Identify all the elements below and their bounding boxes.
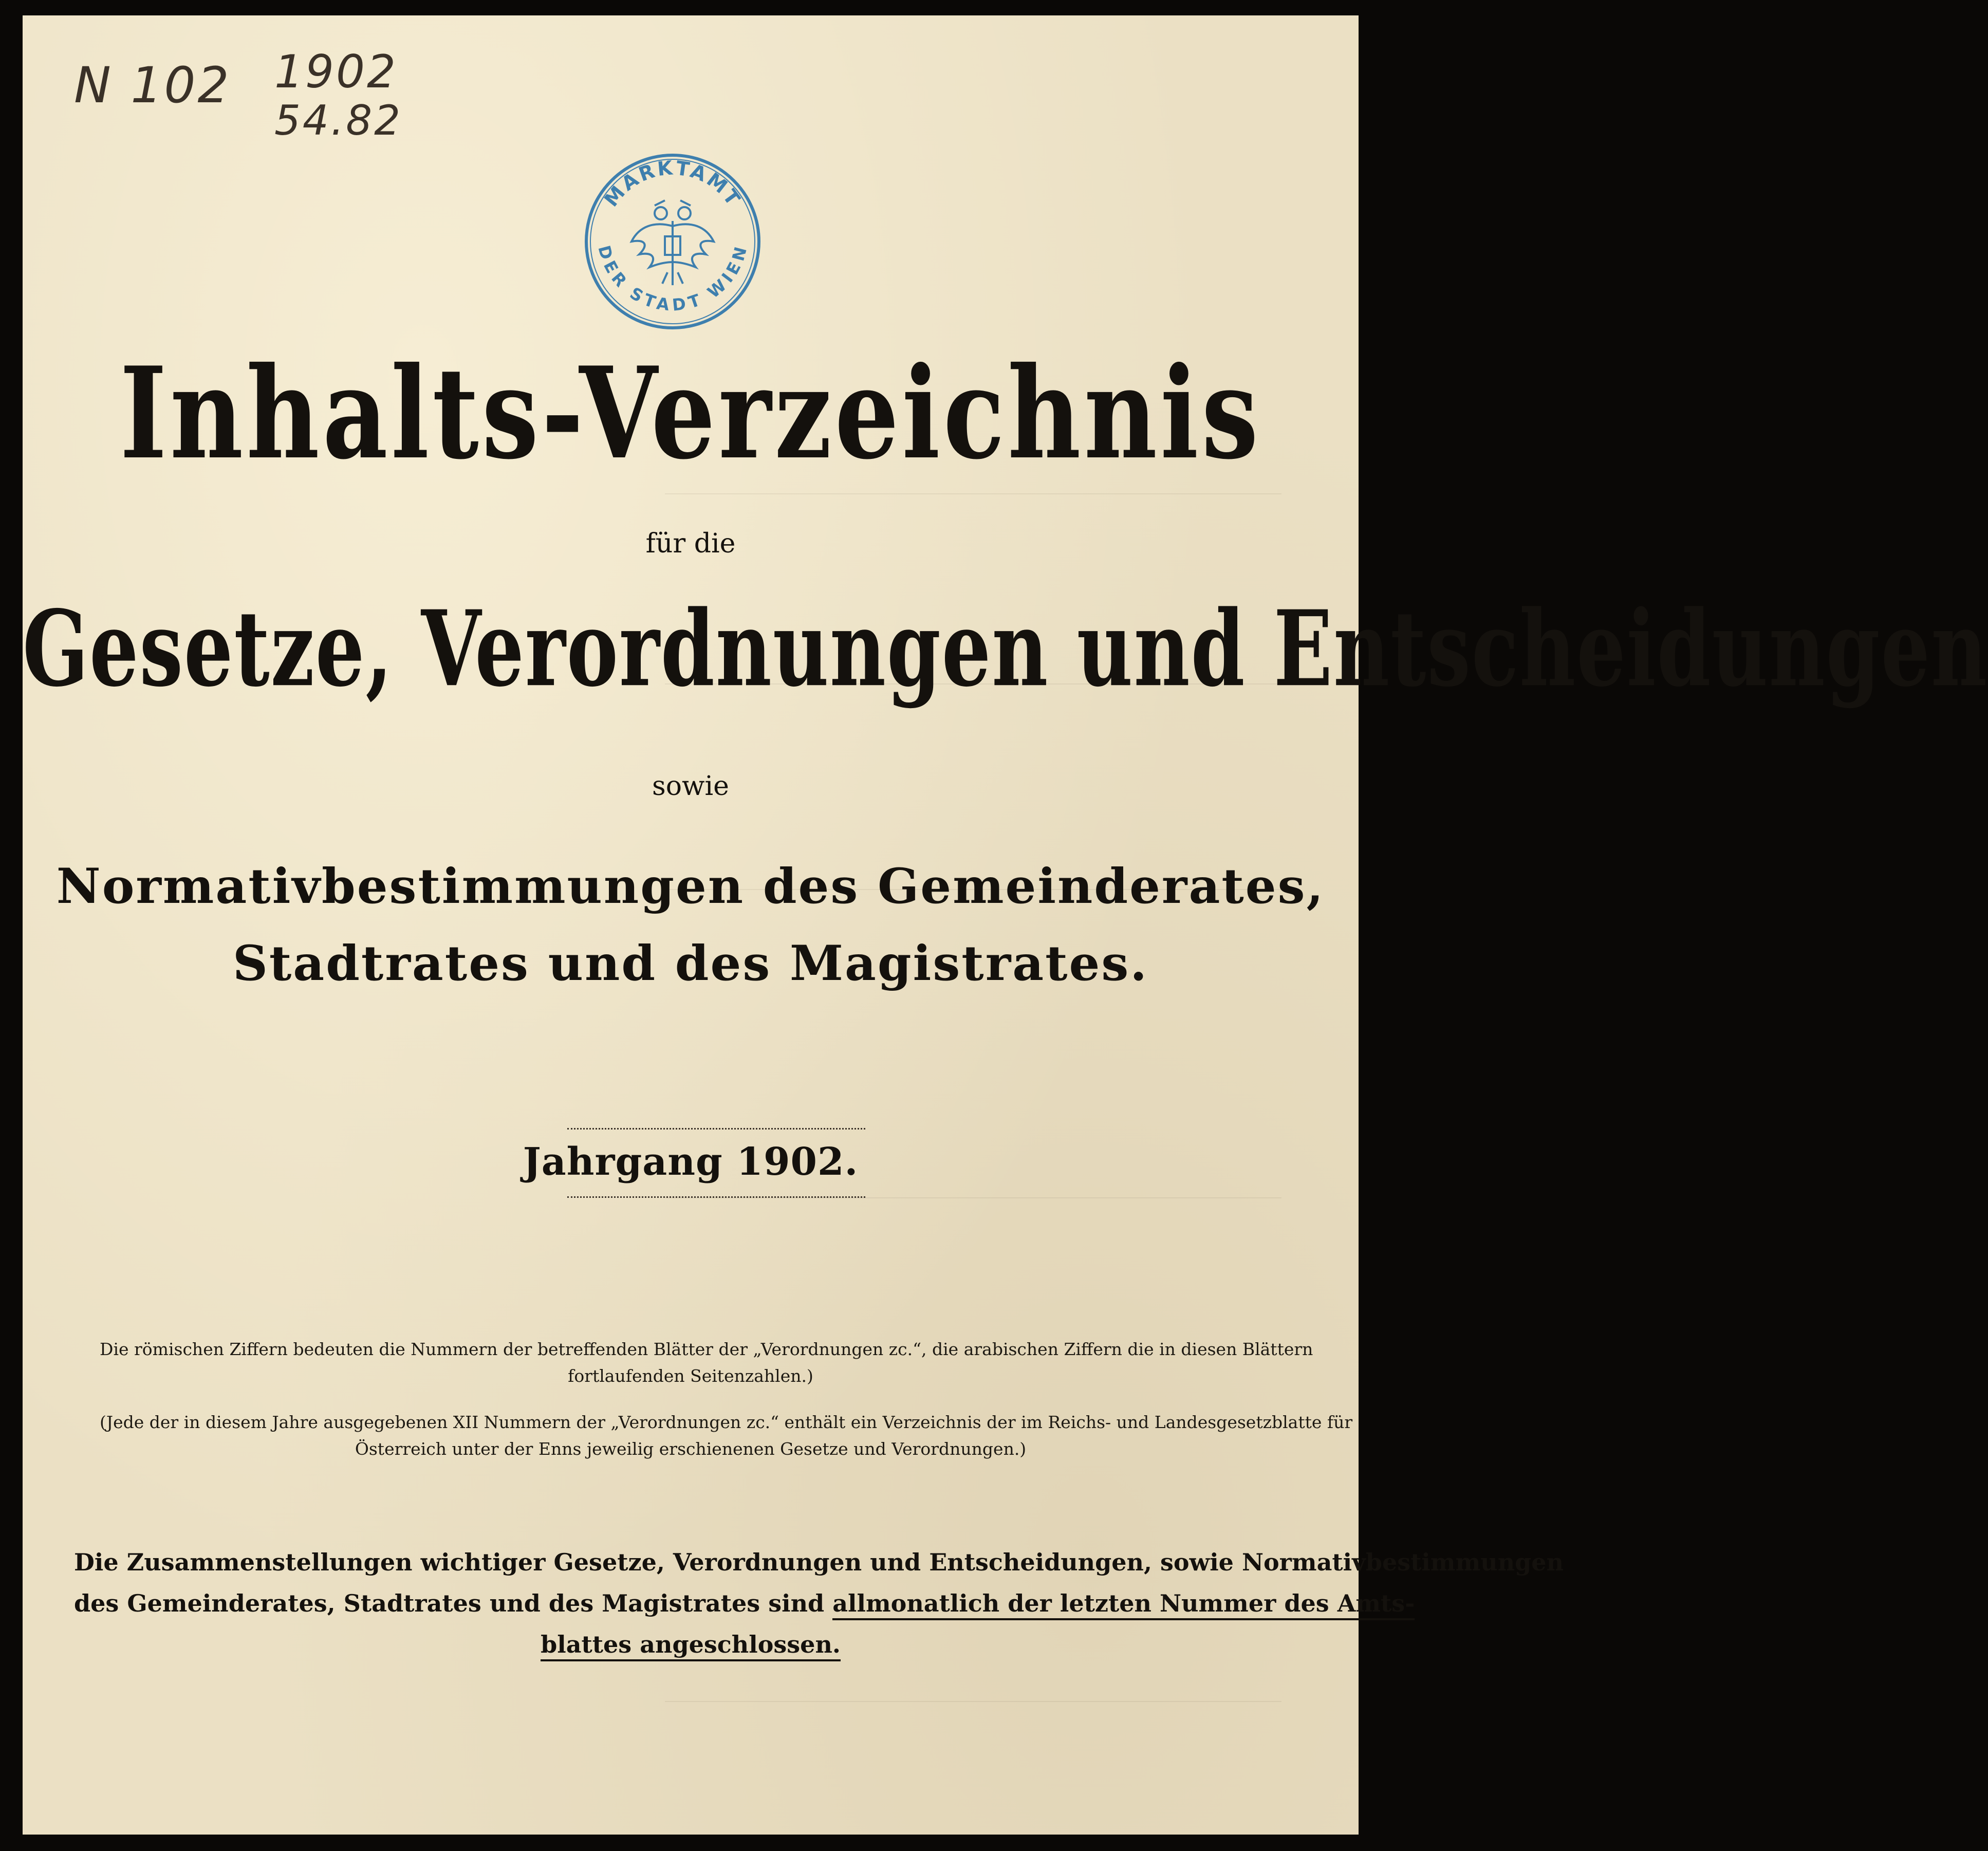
title-connector-sowie: sowie [652, 771, 729, 802]
divider-top [567, 1128, 865, 1130]
title-normativ-line: Normativbestimmungen des Gemeinderates, [56, 858, 1325, 915]
divider-bottom [567, 1196, 865, 1198]
handwritten-shelf-note: 54.82 [274, 97, 403, 144]
handwritten-year-note: 1902 [274, 45, 398, 98]
stamp-top-text: MARKTAMT [600, 156, 746, 211]
summary-line-2 [74, 1583, 1415, 1624]
title-gesetze-line: Gesetze, Verordnungen und Entscheidungen [23, 588, 1988, 710]
marktamt-stamp-seal [578, 144, 768, 334]
summary-line-1: Die Zusammenstellungen wichtiger Gesetze, Verordnungen und Entscheidungen, sowie Normativbestimmungen [74, 1548, 1564, 1576]
numbering-note-line-1: Die römischen Ziffern bedeuten die Nummern der betreffenden Blätter der „Verordnungen zc.“, die arabischen Ziffern die in diesen Blättern [100, 1339, 1313, 1359]
numbering-note-line-2: fortlaufenden Seitenzahlen.) [568, 1366, 813, 1386]
svg-text:MARKTAMT [600, 156, 746, 211]
title-connector-fuer-die: für die [645, 528, 736, 559]
document-page [23, 15, 1988, 1835]
handwritten-call-number: N 102 [74, 57, 231, 114]
document-title: Inhalts-Verzeichnis [120, 340, 1261, 488]
issues-note-line-1: (Jede der in diesem Jahre ausgegebenen XII Nummern der „Verordnungen zc.“ enthält ein Verzeichnis der im Reichs- und Landesgesetzblatte für [100, 1412, 1353, 1432]
issues-note-line-2: Österreich unter der Enns jeweilig erschienenen Gesetze und Verordnungen.) [355, 1439, 1027, 1459]
year-heading: Jahrgang 1902. [523, 1140, 859, 1184]
double-eagle-icon [631, 200, 714, 285]
title-stadtrates-line: Stadtrates und des Magistrates. [232, 935, 1149, 992]
summary-line-3 [23, 1624, 1359, 1665]
summary-line-2-text: des Gemeinderates, Stadtrates und des Magistrates sind [74, 1589, 833, 1617]
stamp-bottom-text: DER STADT WIEN [594, 243, 751, 315]
summary-line-2-underlined: allmonatlich der letzten Nummer des Amts- [832, 1589, 1415, 1620]
summary-line-3-underlined: blattes angeschlossen. [541, 1631, 841, 1661]
